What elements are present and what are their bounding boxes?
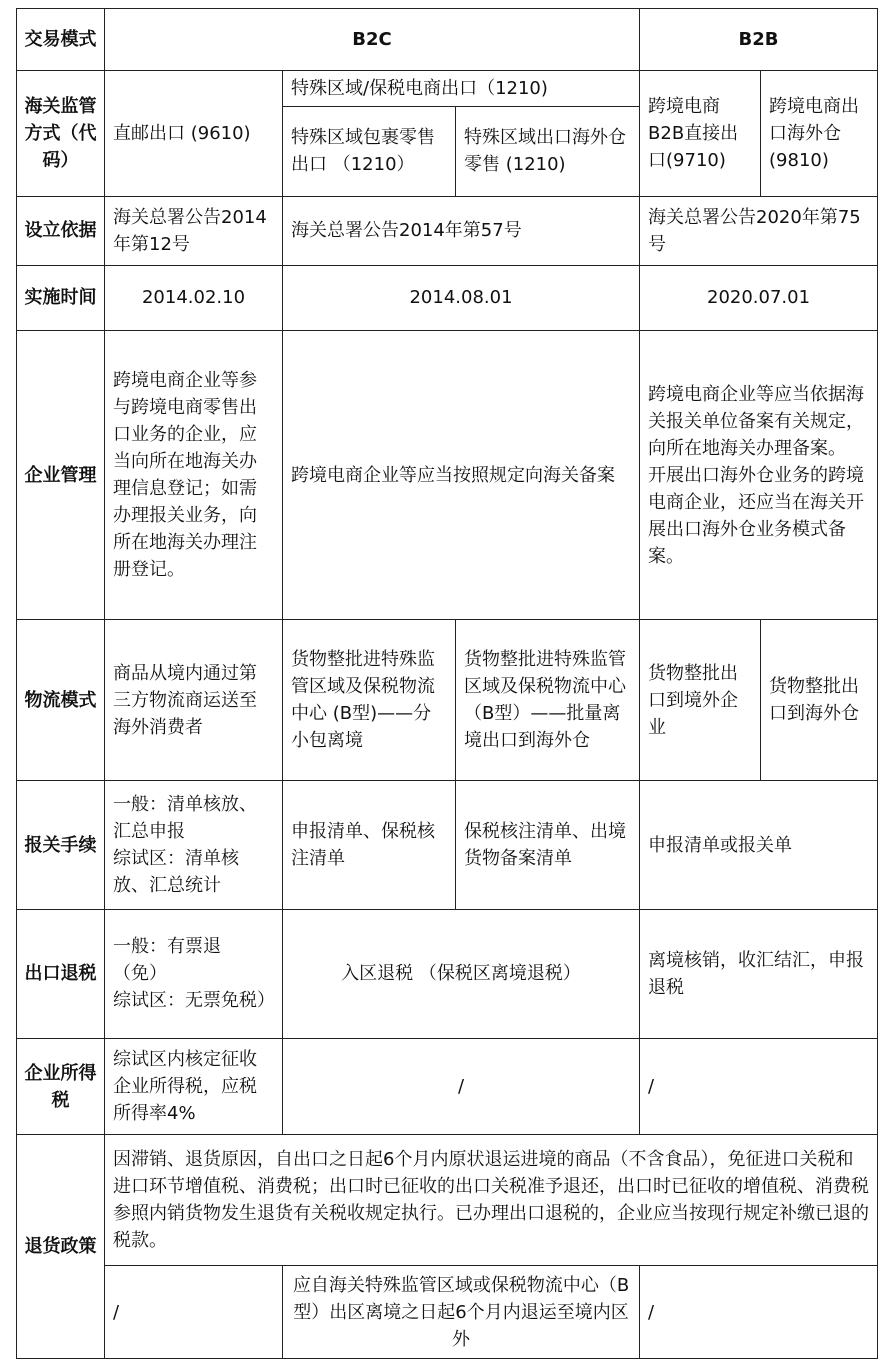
customs-mode-table	[16, 8, 878, 1359]
cell-refund-direct-mail: 一般：有票退（免） 综试区：无票免税）	[105, 909, 283, 1038]
cell-basis-direct-mail: 海关总署公告2014年第12号	[105, 197, 283, 265]
cell-logistics-special-overseas: 货物整批进特殊监管区域及保税物流中心 （B型）——批量离境出口到海外仓	[456, 620, 640, 781]
column-header-b2b: B2B	[640, 9, 878, 71]
row-header-tax-refund: 出口退税	[17, 909, 105, 1038]
cell-refund-b2b: 离境核销，收汇结汇，申报退税	[640, 909, 878, 1038]
table-row	[17, 1266, 878, 1359]
cell-special-zone-group: 特殊区域/保税电商出口（1210)	[283, 71, 640, 106]
cell-income-b2b: /	[640, 1038, 878, 1135]
cell-direct-mail-code: 直邮出口 (9610)	[105, 71, 283, 197]
row-header-implementation: 实施时间	[17, 265, 105, 330]
cell-income-direct-mail: 综试区内核定征收企业所得税，应税所得率4%	[105, 1038, 283, 1135]
cell-decl-special-overseas: 保税核注清单、出境货物备案清单	[456, 781, 640, 910]
cell-decl-special-parcel: 申报清单、保税核注清单	[283, 781, 456, 910]
cell-special-zone-parcel-code: 特殊区域包裹零售出口 （1210）	[283, 106, 456, 197]
cell-decl-b2b: 申报清单或报关单	[640, 781, 878, 910]
column-header-b2c: B2C	[105, 9, 640, 71]
cell-basis-special-zone: 海关总署公告2014年第57号	[283, 197, 640, 265]
cell-return-direct-mail: /	[105, 1266, 283, 1359]
table-row	[17, 781, 878, 910]
cell-logistics-b2b-direct: 货物整批出口到境外企业	[640, 620, 761, 781]
cell-refund-special-zone: 入区退税 （保税区离境退税）	[283, 909, 640, 1038]
row-header-return-policy: 退货政策	[17, 1135, 105, 1359]
cell-logistics-direct-mail: 商品从境内通过第三方物流商运送至海外消费者	[105, 620, 283, 781]
cell-mgmt-special-zone: 跨境电商企业等应当按照规定向海关备案	[283, 331, 640, 620]
row-header-trade-mode: 交易模式	[17, 9, 105, 71]
cell-logistics-b2b-overseas: 货物整批出口到海外仓	[761, 620, 878, 781]
table-row	[17, 265, 878, 330]
row-header-basis: 设立依据	[17, 197, 105, 265]
row-header-customs-mode: 海关监管方式（代码）	[17, 71, 105, 197]
cell-b2b-direct-code: 跨境电商B2B直接出口(9710)	[640, 71, 761, 197]
cell-decl-direct-mail: 一般：清单核放、汇总申报 综试区：清单核放、汇总统计	[105, 781, 283, 910]
cell-special-zone-overseas-code: 特殊区域出口海外仓零售 (1210)	[456, 106, 640, 197]
cell-b2b-overseas-code: 跨境电商出口海外仓 (9810)	[761, 71, 878, 197]
cell-mgmt-b2b: 跨境电商企业等应当依据海关报关单位备案有关规定，向所在地海关办理备案。 开展出口海外仓业务的跨境电商企业，还应当在海关开展出口海外仓业务模式备案。	[640, 331, 878, 620]
cell-impl-direct-mail: 2014.02.10	[105, 265, 283, 330]
row-header-declaration: 报关手续	[17, 781, 105, 910]
cell-return-general: 因滞销、退货原因，自出口之日起6个月内原状退运进境的商品（不含食品），免征进口关税和进口环节增值税、消费税；出口时已征收的出口关税准予退还，出口时已征收的增值税、消费税参照内销货物发生退货有关税收规定执行。已办理出口退税的，企业应当按现行规定补缴已退的税款。	[105, 1135, 878, 1266]
table-row	[17, 9, 878, 71]
row-header-income-tax: 企业所得税	[17, 1038, 105, 1135]
table-row	[17, 197, 878, 265]
table-row	[17, 1038, 878, 1135]
cell-income-special-zone: /	[283, 1038, 640, 1135]
row-header-logistics: 物流模式	[17, 620, 105, 781]
row-header-enterprise-mgmt: 企业管理	[17, 331, 105, 620]
cell-mgmt-direct-mail: 跨境电商企业等参与跨境电商零售出口业务的企业，应当向所在地海关办理信息登记；如需办理报关业务，向所在地海关办理注册登记。	[105, 331, 283, 620]
table-row	[17, 1135, 878, 1266]
cell-logistics-special-parcel: 货物整批进特殊监管区域及保税物流中心 (B型)——分小包离境	[283, 620, 456, 781]
cell-impl-b2b: 2020.07.01	[640, 265, 878, 330]
table-row	[17, 620, 878, 781]
cell-return-special-zone: 应自海关特殊监管区域或保税物流中心（B型）出区离境之日起6个月内退运至境内区外	[283, 1266, 640, 1359]
cell-impl-special-zone: 2014.08.01	[283, 265, 640, 330]
table-row	[17, 71, 878, 106]
cell-return-b2b: /	[640, 1266, 878, 1359]
cell-basis-b2b: 海关总署公告2020年第75号	[640, 197, 878, 265]
table-row	[17, 909, 878, 1038]
table-row	[17, 331, 878, 620]
